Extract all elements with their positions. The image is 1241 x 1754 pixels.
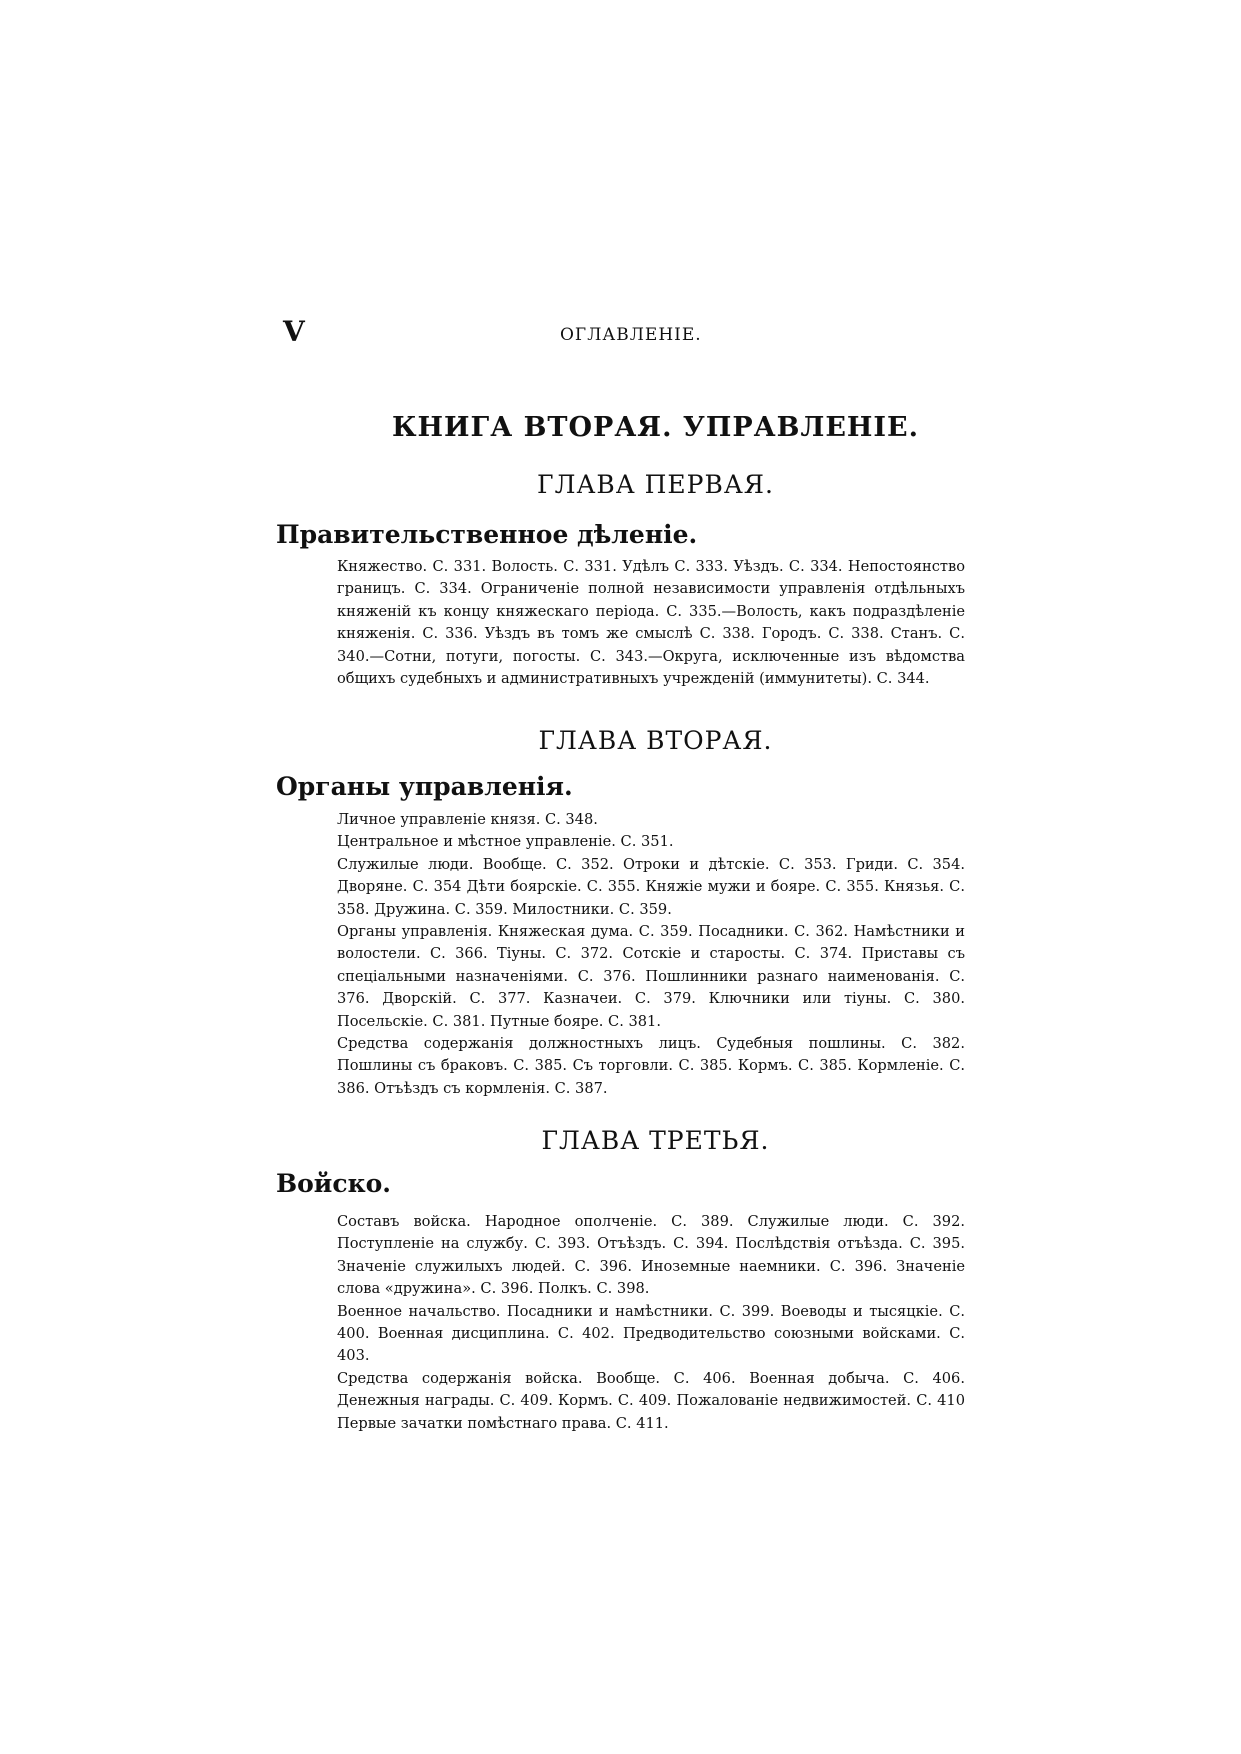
toc-paragraph: Средства содержанія войска. Вообще. С. 406. Военная добыча. С. 406. Денежныя награды. С. 409. Кормъ. С. 409. Пожалованіе недвижимостей. С. 410 Первые зачатки помѣстнаго права. С. 411. (337, 1369, 965, 1432)
toc-paragraph: Личное управленіе князя. С. 348. (337, 811, 598, 828)
chapter-3-section-title: Войско. (276, 1169, 392, 1198)
chapter-1-section-title: Правительственное дѣленіе. (276, 520, 698, 549)
chapter-1-entries (337, 556, 965, 690)
toc-paragraph: Княжество. С. 331. Волость. С. 331. Удѣлъ С. 333. Уѣздъ. С. 334. Непостоянство границъ. С. 334. Ограниченіе полной независимости управленія отдѣльныхъ княженій къ концу княжескаго періода. С. 335.—Волость, какъ подраздѣленіе княженія. С. 336. Уѣздъ въ томъ же смыслѣ С. 338. Городъ. С. 338. Станъ. С. 340.—Сотни, потуги, погосты. С. 343.—Округа, исключенные изъ вѣдомства общихъ судебныхъ и административныхъ учрежденій (иммунитеты). С. 344. (337, 558, 965, 688)
chapter-2-heading: ГЛАВА ВТОРАЯ. (538, 726, 773, 755)
chapter-2-section-title: Органы управленія. (276, 772, 573, 801)
page-number: V (283, 315, 305, 348)
chapter-3-heading: ГЛАВА ТРЕТЬЯ. (541, 1126, 770, 1155)
toc-paragraph: Органы управленія. Княжеская дума. С. 359. Посадники. С. 362. Намѣстники и волостели. С. 366. Тіуны. С. 372. Сотскіе и старосты. С. 374. Приставы съ спеціальными назначеніями. С. 376. Пошлинники разнаго наименованія. С. 376. Дворскій. С. 377. Казначеи. С. 379. Ключники или тіуны. С. 380. Посельскіе. С. 381. Путные бояре. С. 381. (337, 923, 965, 1030)
book-title: КНИГА ВТОРАЯ. УПРАВЛЕНІЕ. (391, 412, 920, 443)
toc-paragraph: Служилые люди. Вообще. С. 352. Отроки и дѣтскіе. С. 353. Гриди. С. 354. Дворяне. С. 354 Дѣти боярскіе. С. 355. Княжіе мужи и бояре. С. 355. Князья. С. 358. Дружина. С. 359. Милостники. С. 359. (337, 855, 965, 918)
toc-paragraph: Составъ войска. Народное ополченіе. С. 389. Служилые люди. С. 392. Поступленіе на службу. С. 393. Отъѣздъ. С. 394. Послѣдствія отъѣзда. С. 395. Значеніе служилыхъ людей. С. 396. Иноземные наемники. С. 396. Значеніе слова «дружина». С. 396. Полкъ. С. 398. (337, 1213, 965, 1298)
running-title: ОГЛАВЛЕНІЕ. (560, 325, 702, 345)
chapter-1-heading: ГЛАВА ПЕРВАЯ. (537, 470, 774, 499)
toc-paragraph: Средства содержанія должностныхъ лицъ. Судебныя пошлины. С. 382. Пошлины съ браковъ. С. 385. Съ торговли. С. 385. Кормъ. С. 385. Кормленіе. С. 386. Отъѣздъ съ кормленія. С. 387. (337, 1035, 965, 1097)
chapter-3-entries (337, 1211, 965, 1435)
toc-paragraph: Военное начальство. Посадники и намѣстники. С. 399. Воеводы и тысяцкіе. С. 400. Военная дисциплина. С. 402. Предводительство союзными войсками. С. 403. (337, 1302, 965, 1365)
toc-paragraph: Центральное и мѣстное управленіе. С. 351. (337, 833, 674, 851)
chapter-2-entries (337, 809, 965, 1100)
